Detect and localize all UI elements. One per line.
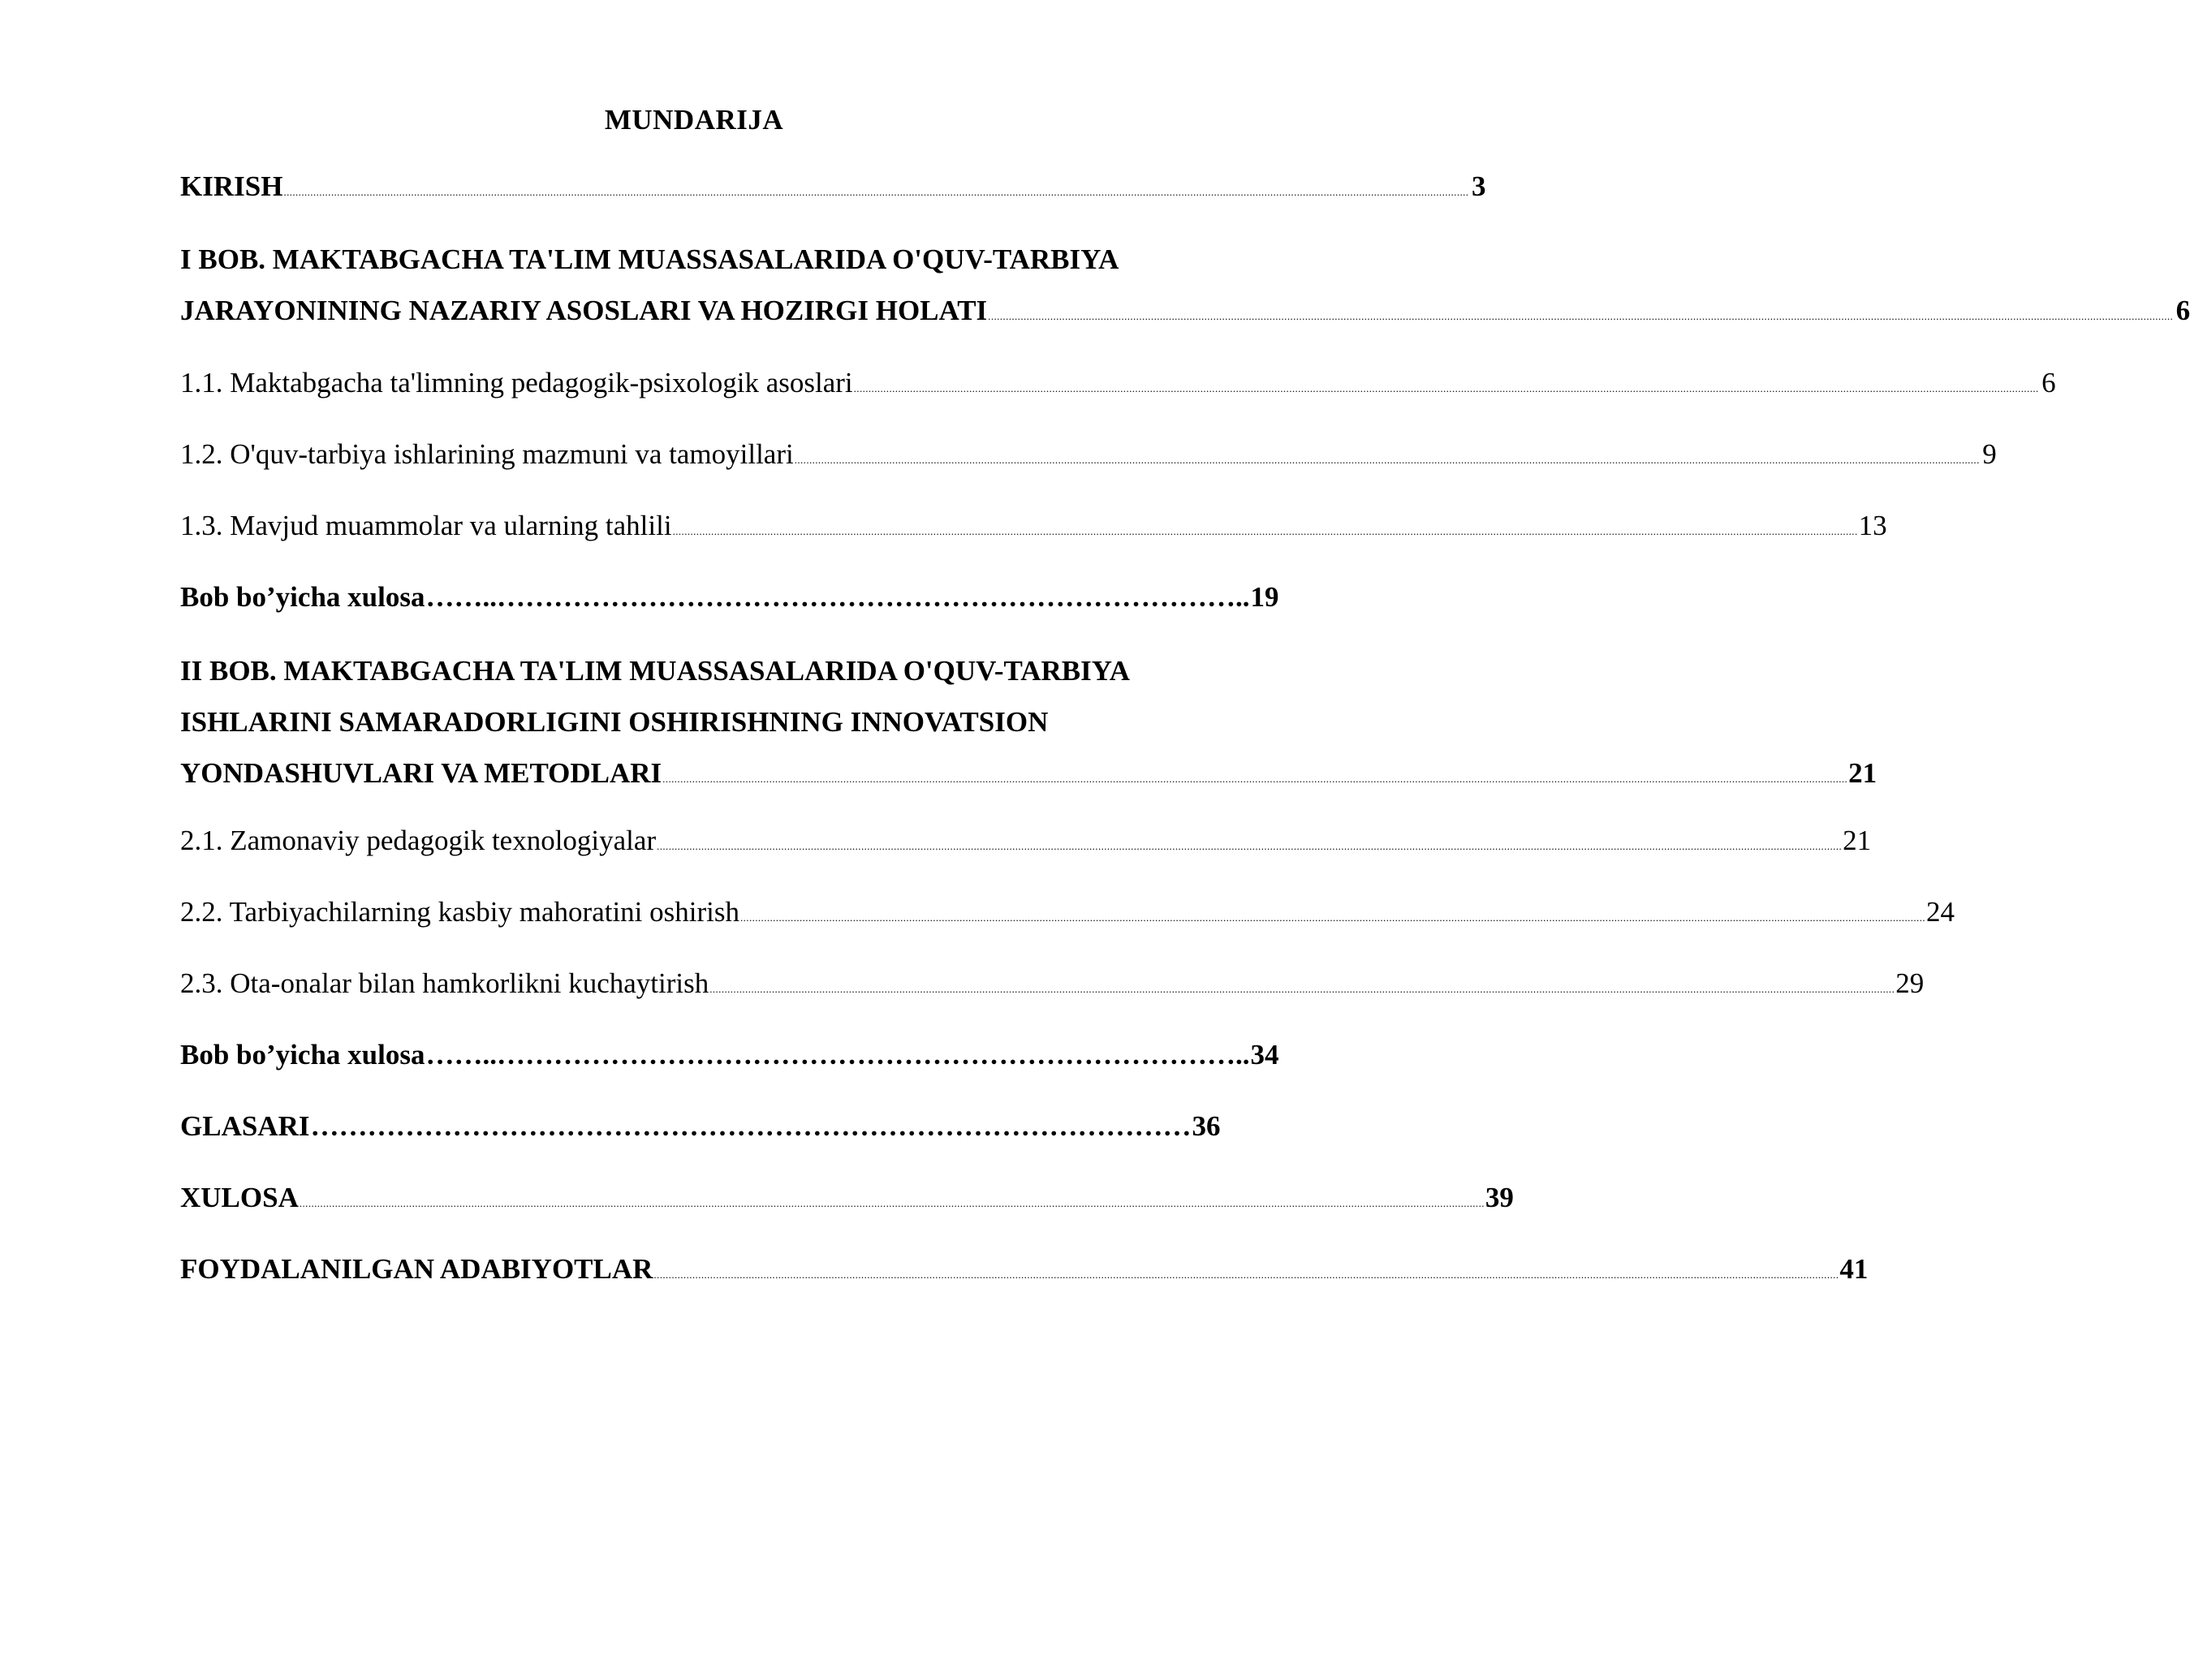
toc-entry: [180, 429, 1997, 480]
toc-entry-title-line: ISHLARINI SAMARADORLIGINI OSHIRISHNING INNOVATSION: [180, 706, 1049, 738]
toc-entry-title: FOYDALANILGAN ADABIYOTLAR: [180, 1253, 653, 1285]
toc-entry: [180, 886, 1955, 937]
toc-entry-row: [180, 161, 1486, 212]
toc-entry: [180, 1172, 1514, 1223]
toc-dot-leader: ................................................................................................................................................................................................................................................................................................................................................................................................................: [709, 983, 1895, 995]
toc-dot-leader: ................................................................................................................................................................................................................................................................................................................................................................................................................: [740, 911, 1925, 924]
toc-entry-row: [180, 958, 1925, 1009]
toc-dot-leader: ................................................................................................................................................................................................................................................................................................................................................................................................................: [988, 310, 2174, 322]
toc-entry-title: 1.1. Maktabgacha ta'limning pedagogik-psixologik asoslari: [180, 367, 853, 398]
toc-entry-title: 1.2. O'quv-tarbiya ishlarining mazmuni va tamoyillari: [180, 438, 794, 470]
toc-entry-title: GLASARI: [180, 1110, 310, 1142]
toc-entry-row: [180, 1101, 1221, 1152]
toc-entry-row: [180, 285, 2190, 336]
toc-page-number: 21: [1848, 757, 1877, 789]
toc-dot-leader: ................................................................................................................................................................................................................................................................................................................................................................................................................: [672, 525, 1858, 537]
toc-entry-row: [180, 1243, 1869, 1294]
toc-page-number: 6: [2175, 295, 2190, 326]
toc-page-number: 41: [1839, 1253, 1869, 1285]
toc-entry-title-line: II BOB. MAKTABGACHA TA'LIM MUASSASALARIDA O'QUV-TARBIYA: [180, 655, 1131, 687]
toc-dot-leader: ……..……………………………………………………………………..: [425, 1039, 1250, 1070]
toc-entry-title: 1.3. Mavjud muammolar va ularning tahlili: [180, 510, 672, 541]
toc-entry: [180, 234, 2190, 336]
toc-entry: [180, 645, 1877, 799]
toc-entry-title: XULOSA: [180, 1182, 299, 1213]
toc-entry-row: [180, 886, 1955, 937]
toc-entry-title: KIRISH: [180, 170, 283, 202]
toc-entry-row: [180, 1172, 1514, 1223]
toc-entry-title: Bob bo’yicha xulosa: [180, 581, 425, 613]
toc-entry: [180, 161, 1486, 212]
toc-entry-row: [180, 571, 1279, 622]
toc-entry: [180, 500, 1887, 551]
toc-entry-title: 2.3. Ota-onalar bilan hamkorlikni kuchaytirish: [180, 967, 709, 999]
toc-page-number: 9: [1982, 438, 1997, 470]
toc-dot-leader: ................................................................................................................................................................................................................................................................................................................................................................................................................: [794, 454, 1980, 466]
toc-entry: [180, 571, 1279, 622]
toc-entry-title: 2.2. Tarbiyachilarning kasbiy mahoratini oshirish: [180, 896, 739, 928]
toc-dot-leader: ................................................................................................................................................................................................................................................................................................................................................................................................................: [299, 1197, 1485, 1209]
toc-page-number: 34: [1250, 1039, 1279, 1070]
toc-entry-row: [180, 747, 1877, 799]
toc-dot-leader: ................................................................................................................................................................................................................................................................................................................................................................................................................: [662, 773, 1848, 785]
toc-page-number: 6: [2041, 367, 2056, 398]
toc-dot-leader: ................................................................................................................................................................................................................................................................................................................................................................................................................: [283, 186, 1469, 198]
toc-entry-row: [180, 815, 1872, 866]
toc-dot-leader: …………………………………………………………………………………: [310, 1110, 1192, 1142]
toc-page-number: 19: [1250, 581, 1279, 613]
toc-entry-title: Bob bo’yicha xulosa: [180, 1039, 425, 1070]
toc-entry: [180, 1101, 1221, 1152]
toc-dot-leader: ................................................................................................................................................................................................................................................................................................................................................................................................................: [653, 1269, 1839, 1281]
toc-dot-leader: ................................................................................................................................................................................................................................................................................................................................................................................................................: [853, 382, 2039, 394]
toc-entry-row: [180, 1029, 1279, 1080]
toc-entry-title: YONDASHUVLARI VA METODLARI: [180, 757, 662, 789]
toc-entry: [180, 1029, 1279, 1080]
toc-entry-title: 2.1. Zamonaviy pedagogik texnologiyalar: [180, 825, 657, 856]
toc-entry: [180, 1243, 1869, 1294]
toc-entry: [180, 958, 1925, 1009]
toc-entry: [180, 357, 2056, 408]
toc-entry-row: [180, 429, 1997, 480]
toc-dot-leader: ................................................................................................................................................................................................................................................................................................................................................................................................................: [657, 840, 1843, 852]
toc-entry-title: JARAYONINING NAZARIY ASOSLARI VA HOZIRGI HOLATI: [180, 295, 988, 326]
toc-dot-leader: ……..……………………………………………………………………..: [425, 581, 1250, 613]
toc-entry-row: [180, 357, 2056, 408]
page-title: MUNDARIJA: [604, 104, 784, 136]
toc-page-number: 13: [1858, 510, 1887, 541]
toc-page-number: 39: [1485, 1182, 1514, 1213]
toc-page-number: 24: [1926, 896, 1955, 928]
toc-entry-title-line: I BOB. MAKTABGACHA TA'LIM MUASSASALARIDA O'QUV-TARBIYA: [180, 243, 1119, 275]
toc-page-number: 21: [1843, 825, 1872, 856]
toc-page-number: 36: [1192, 1110, 1221, 1142]
toc-entry-row: [180, 500, 1887, 551]
toc-page-number: 29: [1895, 967, 1925, 999]
toc-entry: [180, 815, 1872, 866]
toc-page-number: 3: [1471, 170, 1486, 202]
